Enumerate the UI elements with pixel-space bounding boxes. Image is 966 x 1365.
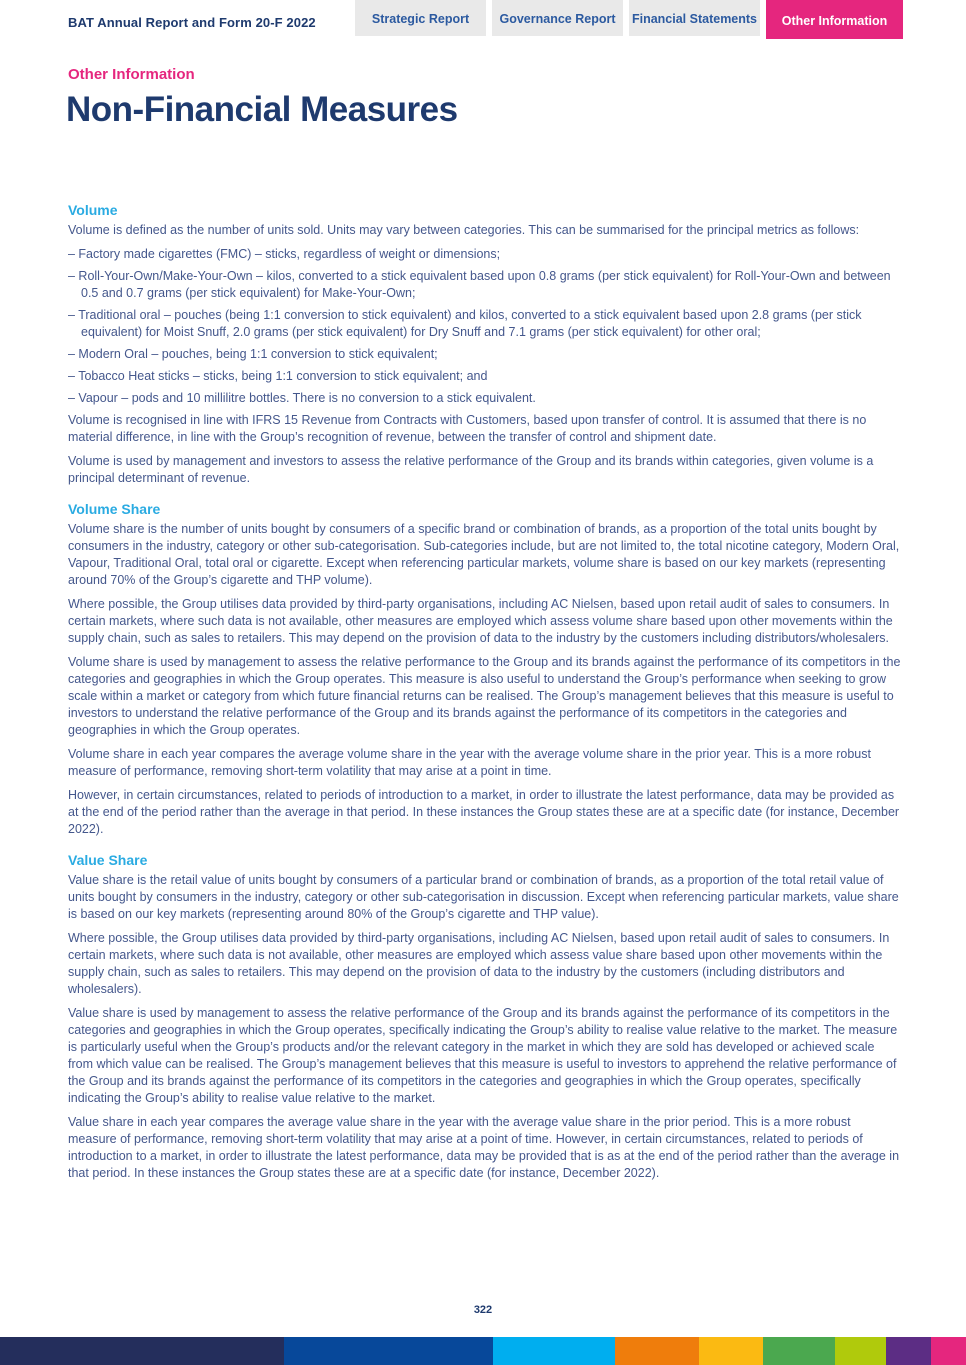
paragraph: Volume share in each year compares the average volume share in the year with the average volume share in the prior year. This is a more robust measure of performance, removing short-term volatility that may arise at a point in time. xyxy=(68,747,871,778)
section-heading-volume-share: Volume Share xyxy=(68,501,161,517)
paragraph: Where possible, the Group utilises data provided by third-party organisations, including AC Nielsen, based upon retail audit of sales to consumers. In certain markets, where such data is not available, other measures are employed which assess value share based upon other movements within the supply chain, such as sales to retailers. This may depend on the provision of data to the industry by the customers (including distributors and wholesalers). xyxy=(68,931,890,996)
paragraph: Value share is the retail value of units bought by consumers of a particular brand or combination of brands, as a proportion of the total retail value of units bought by consumers in the industry, category or other sub-categorisation in discussion. Except when referencing particular markets, value share is based on our key markets (representing around 80% of the Group’s cigarette and THP value). xyxy=(68,873,899,921)
page-number: 322 xyxy=(473,1304,493,1316)
footer-color-orange xyxy=(615,1337,699,1365)
paragraph: Volume share is the number of units bought by consumers of a specific brand or combination of brands, as a proportion of the total units bought by consumers in the industry, category or other sub-categorisation. Sub-categories include, but are not limited to, the total nicotine category, Modern Oral, Vapour, Traditional Oral, total oral or cigarette. Except when referencing particular markets, volume share is based on our key markets (representing around 70% of the Group’s cigarette and THP volume). xyxy=(68,522,900,587)
page-title: Non-Financial Measures xyxy=(66,90,458,129)
tab-governance-report[interactable]: Governance Report xyxy=(492,0,623,36)
paragraph: Volume share is used by management to assess the relative performance to the Group and its brands against the performance of its competitors in the categories and geographies in which the Group operates. This measure is also useful to understand the Group’s performance when seeking to grow scale within a market or category from which future financial returns can be realised. The Group’s management believes that this measure is useful to investors to understand the relative performance of the Group and its brands against the performance of its competitors in the categories and geographies in which the Group operates. xyxy=(68,655,901,737)
bullet-item: – Roll-Your-Own/Make-Your-Own – kilos, converted to a stick equivalent based upon 0.8 grams (per stick equivalent) for Roll-Your-Own and between 0.5 and 0.7 grams (per stick equivalent) for Make-Your-Own; xyxy=(68,269,891,300)
tab-financial-statements[interactable]: Financial Statements xyxy=(629,0,760,36)
footer-color-yellow xyxy=(699,1337,763,1365)
bullet-item: – Modern Oral – pouches, being 1:1 conversion to stick equivalent; xyxy=(68,347,438,361)
bullet-item: – Vapour – pods and 10 millilitre bottles. There is no conversion to a stick equivalent. xyxy=(68,391,536,405)
paragraph: However, in certain circumstances, related to periods of introduction to a market, in order to illustrate the latest performance, data may be provided as at the end of the period rather than the average in that period. In these instances the Group states these are at a specific date (for instance, December 2022). xyxy=(68,788,900,836)
bullet-item: – Factory made cigarettes (FMC) – sticks, regardless of weight or dimensions; xyxy=(68,247,501,261)
footer-color-lime xyxy=(835,1337,886,1365)
paragraph: Volume is used by management and investors to assess the relative performance of the Group and its brands within categories, given volume is a principal determinant of revenue. xyxy=(68,454,874,485)
footer-color-navy xyxy=(0,1337,284,1365)
section-heading-value-share: Value Share xyxy=(68,852,148,868)
section-label: Other Information xyxy=(68,66,195,83)
report-title: BAT Annual Report and Form 20-F 2022 xyxy=(68,15,316,30)
paragraph: Volume is recognised in line with IFRS 15 Revenue from Contracts with Customers, based upon transfer of control. It is assumed that there is no material difference, in line with the Group’s recognition of revenue, between the transfer of control and shipment date. xyxy=(68,413,867,444)
paragraph: Volume is defined as the number of units sold. Units may vary between categories. This can be summarised for the principal metrics as follows: xyxy=(68,223,860,237)
tab-strategic-report[interactable]: Strategic Report xyxy=(355,0,486,36)
header-tabs xyxy=(355,0,903,39)
paragraph: Where possible, the Group utilises data provided by third-party organisations, including AC Nielsen, based upon retail audit of sales to consumers. In certain markets, where such data is not available, other measures are employed which assess volume share based upon other movements within the supply chain, such as sales to retailers. This may depend on the provision of data to the industry by the customers including distributors/wholesalers. xyxy=(68,597,893,645)
footer-color-blue xyxy=(284,1337,493,1365)
bullet-item: – Tobacco Heat sticks – sticks, being 1:1 conversion to stick equivalent; and xyxy=(68,369,488,383)
footer-color-bar xyxy=(0,1337,966,1365)
content xyxy=(68,202,901,1189)
footer-color-purple xyxy=(886,1337,931,1365)
footer-color-cyan xyxy=(493,1337,615,1365)
footer-color-pink xyxy=(931,1337,966,1365)
paragraph: Value share in each year compares the average value share in the year with the average value share in the prior period. This is a more robust measure of performance, removing short-term volatility that may arise at a point of time. However, in certain circumstances, related to periods of introduction to a market, in order to illustrate the latest performance, data may be provided that is as at the end of the period rather than the average in that period. In these instances the Group states these are at a specific date (for instance, December 2022). xyxy=(68,1115,900,1180)
paragraph: Value share is used by management to assess the relative performance of the Group and its brands against the performance of its competitors in the categories and geographies in which the Group operates, specifically indicating the Group’s ability to realise value relative to the market. The measure is particularly useful when the Group’s products and/or the relevant category in the market in which they are sold has developed or achieved scale from which value can be realised. The Group’s management believes that this measure is useful to investors to apprehend the relative performance of the Group and its brands against the performance of its competitors in the categories and geographies in which the Group operates, specifically indicating the Group’s ability to realise value relative to the market. xyxy=(68,1006,898,1105)
tab-other-information[interactable]: Other Information xyxy=(766,0,903,39)
bullet-item: – Traditional oral – pouches (being 1:1 conversion to stick equivalent) and kilos, converted to a stick equivalent based upon 2.8 grams (per stick equivalent) for Moist Snuff, 2.0 grams (per stick equivalent) for Dry Snuff and 7.1 grams (per stick equivalent) for other oral; xyxy=(68,308,862,339)
section-heading-volume: Volume xyxy=(68,202,118,218)
footer-color-green xyxy=(763,1337,835,1365)
